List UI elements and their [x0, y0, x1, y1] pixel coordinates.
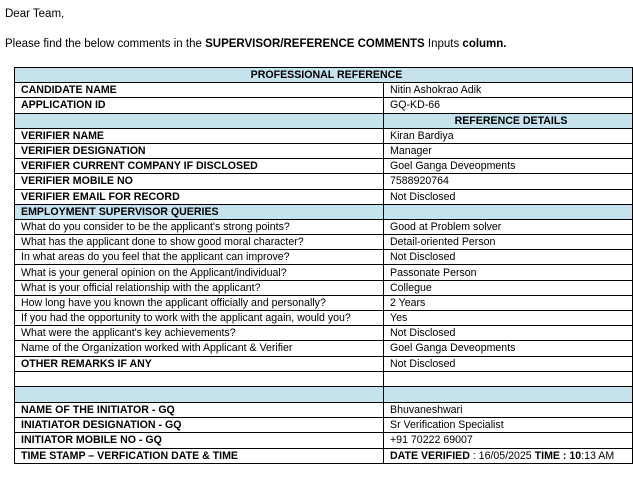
query-question: How long have you known the applicant officially and personally?	[15, 295, 384, 310]
supervisor-queries-header-row	[15, 204, 633, 219]
timestamp-time-rest: :13 AM	[581, 449, 615, 462]
blank-cell	[15, 371, 384, 386]
timestamp-label: TIME STAMP – VERFICATION DATE & TIME	[15, 448, 384, 463]
initiator-band-row	[15, 386, 633, 402]
supervisor-queries-blank	[384, 204, 633, 219]
verifier-name-value: Kiran Bardiya	[384, 128, 633, 143]
application-id-row	[15, 98, 633, 113]
email-intro	[5, 37, 507, 51]
candidate-name-row	[15, 83, 633, 98]
query-row	[15, 250, 633, 265]
timestamp-date-value: : 16/05/2025	[472, 449, 535, 462]
query-row	[15, 295, 633, 310]
verifier-designation-label: VERIFIER DESIGNATION	[15, 143, 384, 158]
initiator-name-row	[15, 402, 633, 417]
intro-prefix: Please find the below comments in the	[5, 38, 206, 50]
other-remarks-label: OTHER REMARKS IF ANY	[15, 356, 384, 371]
query-row	[15, 280, 633, 295]
query-row	[15, 311, 633, 326]
verifier-designation-value: Manager	[384, 143, 633, 158]
initiator-name-value: Bhuvaneshwari	[384, 402, 633, 417]
verifier-designation-row	[15, 143, 633, 158]
blank-row	[15, 371, 633, 386]
initiator-designation-row	[15, 418, 633, 433]
verifier-name-row	[15, 128, 633, 143]
initiator-mobile-value: +91 70222 69007	[384, 433, 633, 448]
query-question: What is your official relationship with the applicant?	[15, 280, 384, 295]
email-greeting: Dear Team,	[5, 8, 65, 20]
verifier-email-value: Not Disclosed	[384, 189, 633, 204]
verifier-email-row	[15, 189, 633, 204]
initiator-designation-label: INIATIATOR DESIGNATION - GQ	[15, 418, 384, 433]
professional-reference-header-row	[15, 68, 633, 83]
query-question: In what areas do you feel that the applicant can improve?	[15, 250, 384, 265]
candidate-name-value: Nitin Ashokrao Adik	[384, 83, 633, 98]
initiator-designation-value: Sr Verification Specialist	[384, 418, 633, 433]
timestamp-time-hour: 10	[569, 449, 582, 462]
intro-highlight: SUPERVISOR/REFERENCE COMMENTS	[205, 38, 425, 50]
professional-reference-header: PROFESSIONAL REFERENCE	[15, 68, 633, 83]
query-answer: Goel Ganga Deveopments	[384, 341, 633, 356]
reference-report-table	[14, 67, 633, 464]
query-question: Name of the Organization worked with Applicant & Verifier	[15, 341, 384, 356]
verifier-email-label: VERIFIER EMAIL FOR RECORD	[15, 189, 384, 204]
verifier-mobile-label: VERIFIER MOBILE NO	[15, 174, 384, 189]
verifier-name-label: VERIFIER NAME	[15, 128, 384, 143]
query-question: What is your general opinion on the Applicant/individual?	[15, 265, 384, 280]
query-answer: Detail-oriented Person	[384, 235, 633, 250]
query-answer: Good at Problem solver	[384, 219, 633, 234]
query-question: What do you consider to be the applicant's strong points?	[15, 219, 384, 234]
timestamp-row	[15, 448, 633, 463]
reference-details-header: REFERENCE DETAILS	[384, 113, 633, 128]
timestamp-value	[384, 448, 633, 463]
query-row	[15, 235, 633, 250]
band-cell	[384, 386, 633, 402]
other-remarks-row	[15, 356, 633, 371]
application-id-label: APPLICATION ID	[15, 98, 384, 113]
query-question: What has the applicant done to show good moral character?	[15, 235, 384, 250]
query-answer: Yes	[384, 311, 633, 326]
intro-middle: Inputs	[424, 38, 463, 50]
supervisor-queries-header: EMPLOYMENT SUPERVISOR QUERIES	[15, 204, 384, 219]
initiator-mobile-row	[15, 433, 633, 448]
query-row	[15, 341, 633, 356]
timestamp-time-label: TIME :	[534, 449, 570, 462]
blank-cell	[384, 371, 633, 386]
verifier-company-row	[15, 159, 633, 174]
verifier-company-value: Goel Ganga Deveopments	[384, 159, 633, 174]
query-answer: Passonate Person	[384, 265, 633, 280]
application-id-value: GQ-KD-66	[384, 98, 633, 113]
verifier-company-label: VERIFIER CURRENT COMPANY IF DISCLOSED	[15, 159, 384, 174]
query-answer: 2 Years	[384, 295, 633, 310]
reference-details-header-row	[15, 113, 633, 128]
candidate-name-label: CANDIDATE NAME	[15, 83, 384, 98]
query-answer: Not Disclosed	[384, 250, 633, 265]
other-remarks-value: Not Disclosed	[384, 356, 633, 371]
verifier-mobile-value: 7588920764	[384, 174, 633, 189]
query-row	[15, 265, 633, 280]
band-cell	[15, 386, 384, 402]
reference-details-blank	[15, 113, 384, 128]
query-row	[15, 326, 633, 341]
query-answer: Not Disclosed	[384, 326, 633, 341]
initiator-name-label: NAME OF THE INITIATOR - GQ	[15, 402, 384, 417]
report-body	[15, 68, 633, 464]
query-answer: Collegue	[384, 280, 633, 295]
initiator-mobile-label: INITIATOR MOBILE NO - GQ	[15, 433, 384, 448]
verifier-mobile-row	[15, 174, 633, 189]
query-row	[15, 219, 633, 234]
query-question: What were the applicant's key achievements?	[15, 326, 384, 341]
intro-suffix: column.	[462, 38, 507, 50]
query-question: If you had the opportunity to work with the applicant again, would you?	[15, 311, 384, 326]
timestamp-date-label: DATE VERIFIED	[390, 449, 473, 462]
